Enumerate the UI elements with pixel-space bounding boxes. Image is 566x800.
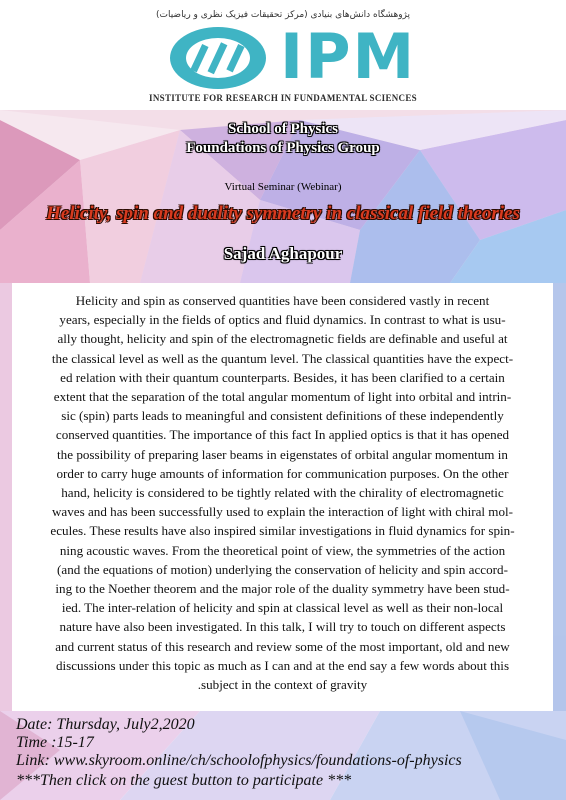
abstract-line: waves and has been successfully used to explain the interaction of light with chiral mol-: [51, 504, 514, 520]
abstract-line: ally thought, helicity and spin of the electromagnetic fields are definable and useful at: [57, 331, 508, 347]
speaker-name: Sajad Aghapour: [223, 244, 343, 263]
abstract-line: conserved quantities. The importance of this fact In applied optics is that it has opened: [55, 427, 510, 443]
abstract-line: hand, helicity is considered to be tightly related with the chirality of electromagnetic: [61, 485, 504, 501]
abstract-line: Helicity and spin as conserved quantities have been considered vastly in recent: [75, 293, 490, 308]
abstract-line: ecules. These results have also inspired similar investigations in fluid dynamics for spin-: [50, 523, 515, 539]
abstract-line: sic (spin) parts leads to meaningful and consistent definitions of these independently: [61, 408, 504, 424]
ipm-emblem-icon: [166, 22, 271, 94]
abstract-line: ing to the Noether theorem and the major role of the duality symmetry have been stud-: [55, 581, 510, 597]
abstract-line: ning acoustic waves. From the theoretical point of view, the symmetries of the action: [59, 542, 506, 558]
school-heading: [0, 120, 566, 158]
abstract-line: nature have also been investigated. In this talk, I will try to touch on different aspects: [59, 619, 506, 635]
seminar-link[interactable]: Link: www.skyroom.online/ch/schoolofphysics/foundations-of-physics: [16, 752, 462, 769]
seminar-type: Virtual Seminar (Webinar): [224, 181, 342, 193]
abstract-line: and current status of this research and review some of the most important, old and new: [55, 638, 510, 654]
abstract-text: [26, 291, 539, 694]
abstract-line: extent that the separation of the total angular momentum of light into orbital and intrin-: [53, 389, 512, 405]
abstract-line: ied. The inter-relation of helicity and spin at classical level as well as their non-local: [61, 600, 504, 616]
abstract-line: discussions under this topic as much as I can and at the end say a few words about this: [55, 657, 510, 673]
abstract-line: years, especially in the fields of optics and fluid dynamics. In contrast to what is usu-: [59, 312, 506, 328]
abstract-line: the possibility of preparing laser beams in eigenstates of orbital angular momentum in: [57, 446, 508, 462]
ipm-logo-text: IPM: [280, 20, 417, 93]
abstract-panel: [12, 283, 553, 711]
abstract-line: .subject in the context of gravity: [197, 677, 368, 693]
school-name: School of Physics: [227, 121, 338, 137]
abstract-line: the classical level as well as the quantum level. The classical quantities have the expect-: [51, 350, 514, 366]
seminar-time: Time :15-17: [16, 734, 94, 751]
institute-name: INSTITUTE FOR RESEARCH IN FUNDAMENTAL SCIENCES: [149, 93, 417, 103]
seminar-title: Helicity, spin and duality symmetry in classical field theories: [46, 203, 520, 224]
abstract-line: order to carry huge amounts of information for communication purposes. On the other: [56, 465, 509, 481]
persian-institute-name: پژوهشگاه دانش‌های بنیادی (مرکز تحقیقات فیزیک نظری و ریاضیات): [155, 10, 411, 20]
group-name: Foundations of Physics Group: [186, 140, 380, 156]
ipm-logo: [0, 22, 566, 94]
abstract-line: ed relation with their quantum counterparts. Besides, it has been clarified to a certain: [60, 369, 505, 385]
guest-instruction: ***Then click on the guest button to participate ***: [16, 772, 352, 789]
abstract-line: (and the equations of motion) underlying the conservation of helicity and spin accord-: [57, 561, 508, 577]
seminar-date: Date: Thursday, July2,2020: [16, 716, 195, 733]
